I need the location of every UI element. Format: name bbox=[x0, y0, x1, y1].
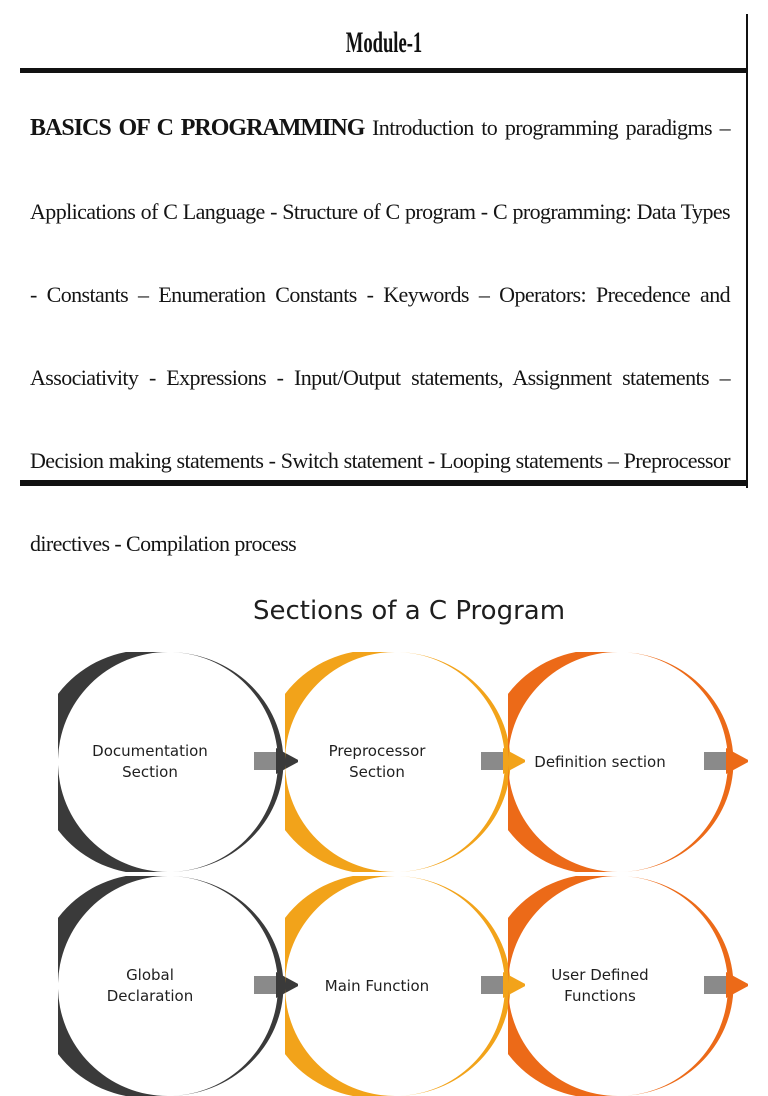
syllabus-text bbox=[30, 86, 730, 585]
table-right-border bbox=[746, 14, 748, 488]
table-bottom-rule bbox=[20, 480, 748, 486]
section-node bbox=[285, 876, 525, 1096]
module-box bbox=[20, 14, 748, 556]
section-node bbox=[58, 876, 298, 1096]
syllabus-heading: BASICS OF C PROGRAMMING bbox=[30, 115, 365, 141]
section-label: Definition section bbox=[534, 752, 666, 771]
section-label: Documentation Section bbox=[92, 742, 208, 781]
section-node bbox=[58, 652, 298, 872]
section-node bbox=[508, 652, 748, 872]
section-node bbox=[508, 876, 748, 1096]
module-title: Module-1 bbox=[345, 26, 423, 59]
section-node bbox=[285, 652, 525, 872]
section-label: Main Function bbox=[324, 976, 430, 995]
table-top-rule bbox=[20, 68, 748, 73]
section-label: User Defined Functions bbox=[551, 966, 649, 1005]
section-label: Global Declaration bbox=[106, 966, 194, 1005]
syllabus-body: Introduction to programming paradigms – Applications of C Language - Structure of C program - C programming: Data Types - Constants – Enumeration Constants - Keywords – Operators: Precedence and Associativity - Expressions - Input/Output statements, Assignment statements – Decision making statements - Switch statement - Looping statements – Preprocessor directives - Compilation process bbox=[30, 115, 730, 556]
diagram-title: Sections of a C Program bbox=[252, 596, 566, 626]
section-label: Preprocessor Section bbox=[328, 742, 426, 781]
